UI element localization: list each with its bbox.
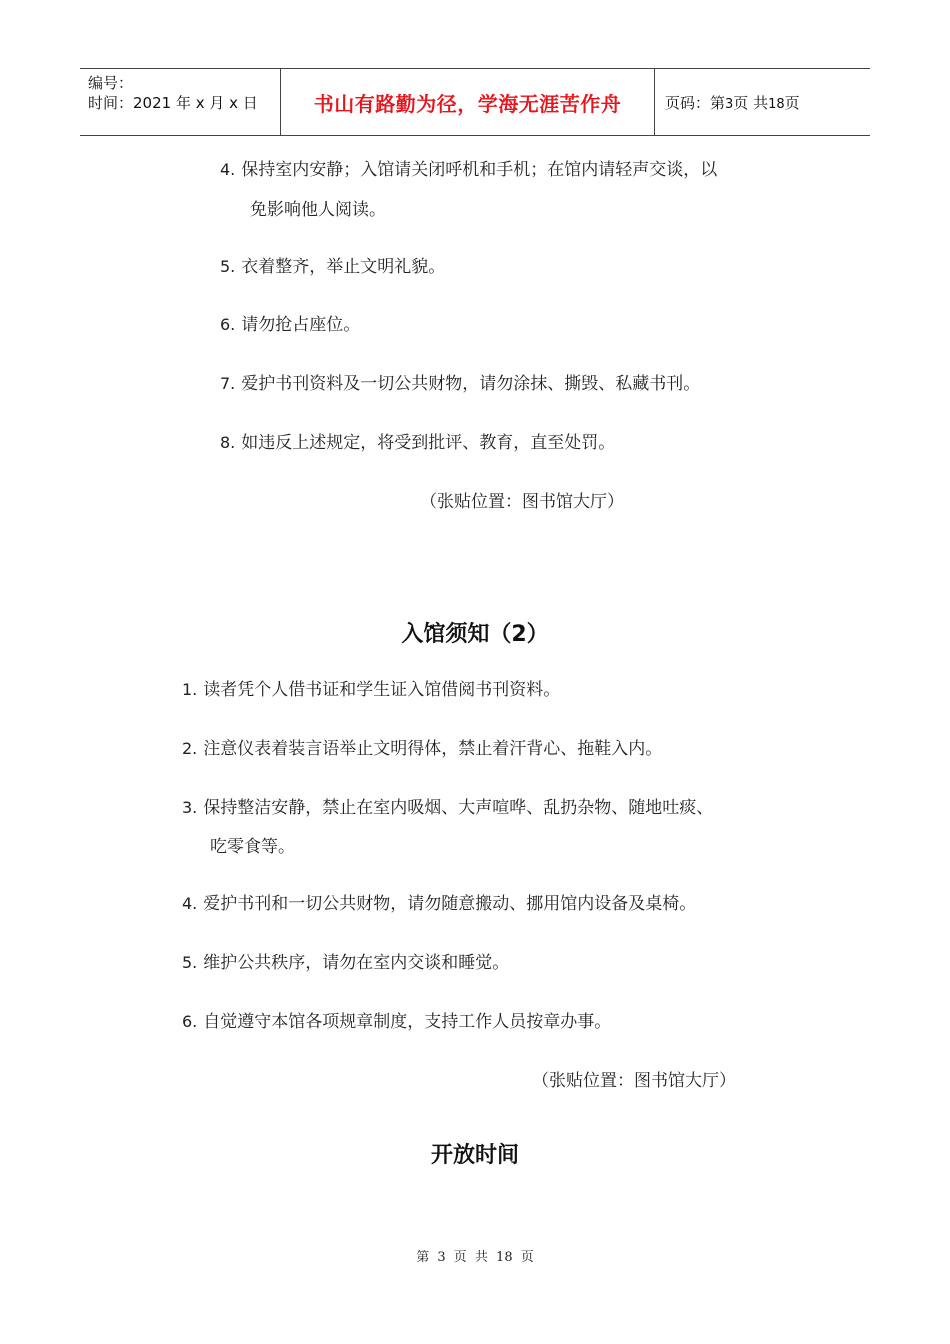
page-total: 18 [768, 96, 785, 112]
list-item-continuation: 吃零食等。 [210, 837, 295, 857]
list-item-number: 4. [182, 894, 198, 913]
list-item-text: 请勿抢占座位。 [241, 315, 361, 335]
list-item-text: 保持整洁安静，禁止在室内吸烟、大声喧哗、乱扔杂物、随地吐痰、 [203, 798, 714, 818]
posting-location-note: （张贴位置：图书馆大厅） [532, 1071, 736, 1091]
page-label: 页码：第 [665, 93, 726, 112]
list-item-number: 1. [182, 680, 198, 699]
posting-location-note: （张贴位置：图书馆大厅） [420, 492, 624, 512]
list-item-text: 自觉遵守本馆各项规章制度，支持工作人员按章办事。 [203, 1012, 612, 1032]
list-item [182, 1010, 611, 1034]
list-item-number: 6. [182, 1012, 198, 1031]
page-mid: 页 共 [733, 93, 769, 112]
list-item-text: 保持室内安静；入馆请关闭呼机和手机；在馆内请轻声交谈，以 [241, 160, 718, 180]
list-item-text: 爱护书刊资料及一切公共财物，请勿涂抹、撕毁、私藏书刊。 [241, 374, 701, 394]
page-header [80, 68, 870, 136]
list-item-text: 爱护书刊和一切公共财物，请勿随意搬动、挪用馆内设备及桌椅。 [203, 894, 697, 914]
list-item [182, 892, 696, 916]
list-item [182, 678, 560, 702]
document-time-label: 时间：2021 年 x 月 x 日 [88, 94, 258, 112]
list-item-number: 2. [182, 739, 198, 758]
section-title: 入馆须知（2） [401, 622, 549, 647]
list-item-number: 4. [220, 160, 236, 179]
page-current: 3 [725, 96, 734, 112]
list-item-text: 读者凭个人借书证和学生证入馆借阅书刊资料。 [203, 680, 561, 700]
list-item-text: 如违反上述规定，将受到批评、教育，直至处罚。 [241, 433, 616, 453]
page-end: 页 [784, 93, 800, 112]
list-item-text: 维护公共秩序，请勿在室内交谈和睡觉。 [203, 953, 510, 973]
list-item [220, 431, 615, 455]
list-item-number: 5. [182, 953, 198, 972]
header-page-info [655, 69, 870, 135]
list-item-text: 注意仪表着装言语举止文明得体，禁止着汗背心、拖鞋入内。 [203, 739, 663, 759]
list-item-number: 7. [220, 374, 236, 393]
list-item-number: 6. [220, 315, 236, 334]
list-item-number: 5. [220, 257, 236, 276]
motto-text: 书山有路勤为径，学海无涯苦作舟 [313, 91, 622, 116]
list-item [220, 313, 360, 337]
list-item [182, 737, 662, 761]
header-meta [80, 69, 281, 135]
list-item [182, 796, 713, 820]
page-footer: 第 3 页 共 18 页 [416, 1250, 534, 1265]
list-item-number: 8. [220, 433, 236, 452]
list-item-number: 3. [182, 798, 198, 817]
header-motto [281, 69, 655, 135]
document-number-label: 编号： [88, 74, 134, 92]
list-item-continuation: 免影响他人阅读。 [250, 200, 386, 220]
list-item-text: 衣着整齐，举止文明礼貌。 [241, 257, 446, 277]
list-item [220, 158, 717, 182]
list-item [182, 951, 509, 975]
section-title: 开放时间 [430, 1143, 519, 1168]
list-item [220, 372, 700, 396]
list-item [220, 255, 445, 279]
